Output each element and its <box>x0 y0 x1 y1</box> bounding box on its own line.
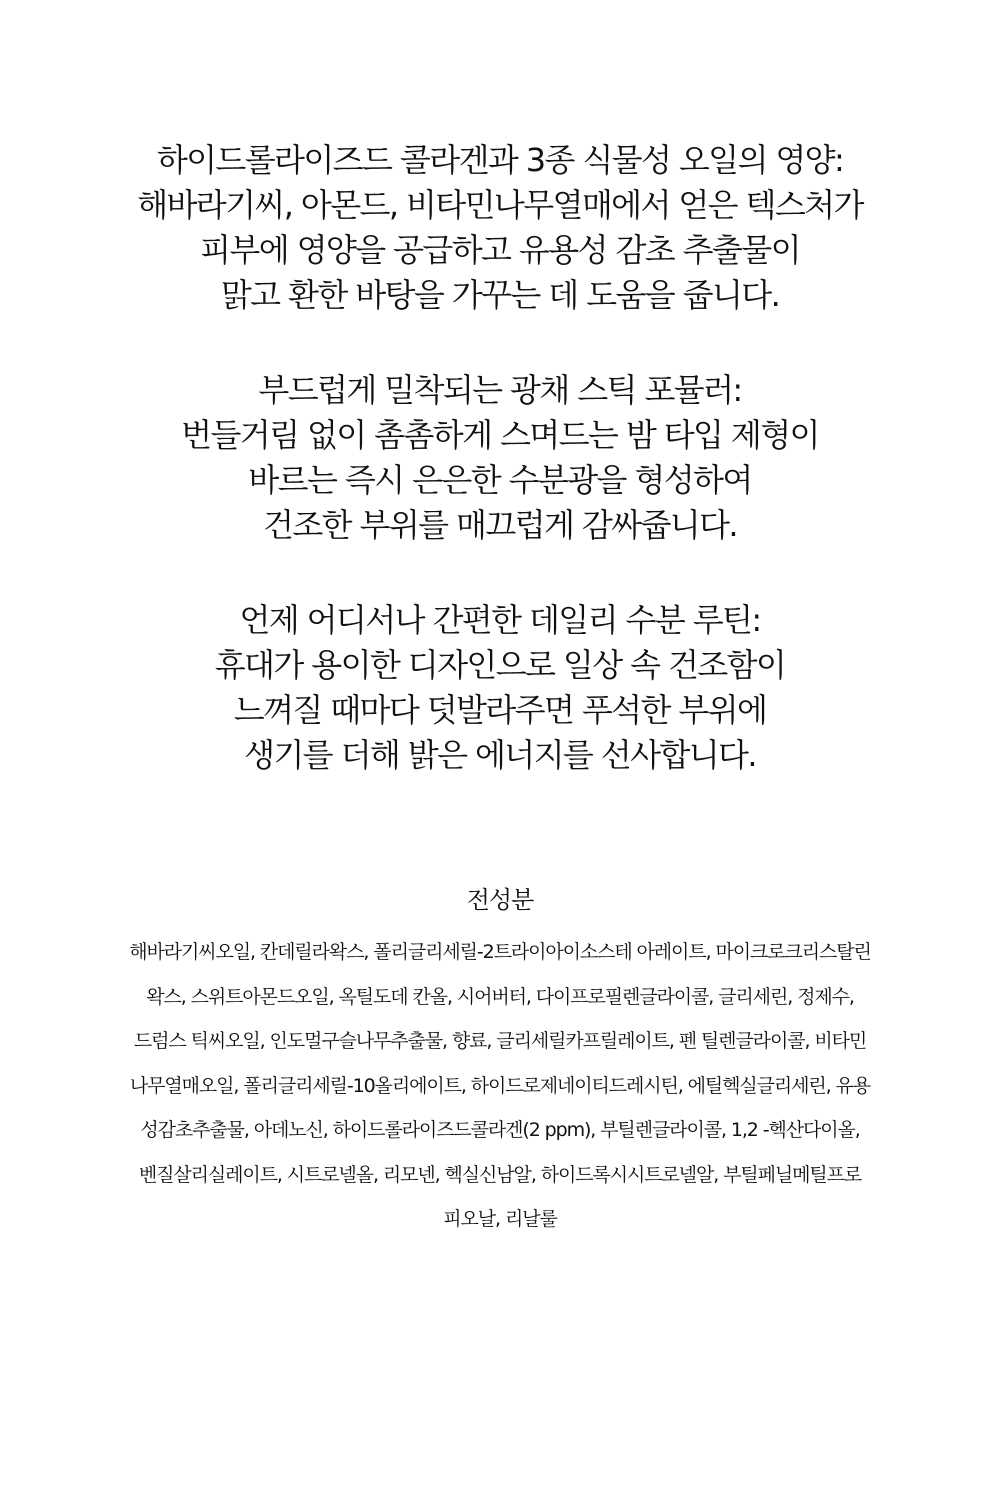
feature-block-daily-routine <box>0 598 1000 778</box>
ingredients-section <box>0 880 1000 1242</box>
ingredients-line: 피오날, 리날룰 <box>443 1208 557 1230</box>
feature-text-line: 피부에 영양을 공급하고 유용성 감초 추출물이 <box>200 231 800 269</box>
feature-heading: 언제 어디서나 간편한 데일리 수분 루틴: <box>239 601 761 639</box>
feature-text-line: 건조한 부위를 매끄럽게 감싸줍니다. <box>263 506 737 544</box>
feature-heading: 부드럽게 밀착되는 광채 스틱 포뮬러: <box>258 371 742 409</box>
ingredients-line: 드럼스 틱씨오일, 인도멀구슬나무추출물, 향료, 글리세릴카프릴레이트, 펜 틸렌글라이콜, 비타민 <box>133 1030 867 1052</box>
feature-text-line: 해바라기씨, 아몬드, 비타민나무열매에서 얻은 텍스처가 <box>137 186 863 224</box>
ingredients-title: 전성분 <box>466 886 534 914</box>
feature-text-line: 느껴질 때마다 덧발라주면 푸석한 부위에 <box>233 691 767 729</box>
feature-block-collagen-oil <box>0 138 1000 318</box>
feature-text-line: 휴대가 용이한 디자인으로 일상 속 건조함이 <box>214 646 786 684</box>
ingredients-line: 벤질살리실레이트, 시트로넬올, 리모넨, 헥실신남알, 하이드록시시트로넬알, 부틸페닐메틸프로 <box>138 1163 862 1186</box>
feature-text-line: 바르는 즉시 은은한 수분광을 형성하여 <box>248 461 752 499</box>
ingredients-line: 나무열매오일, 폴리글리세릴-10올리에이트, 하이드로제네이티드레시틴, 에틸헥실글리세린, 유용 <box>129 1074 871 1097</box>
feature-descriptions <box>0 138 1000 828</box>
ingredients-line: 왁스, 스위트아몬드오일, 옥틸도데 칸올, 시어버터, 다이프로필렌글라이콜, 글리세린, 정제수, <box>146 985 854 1008</box>
feature-block-glow-stick <box>0 368 1000 548</box>
ingredients-line: 해바라기씨오일, 칸데릴라왁스, 폴리글리세릴-2트라이아이소스테 아레이트, 마이크로크리스탈린 <box>129 941 871 963</box>
feature-text-line: 번들거림 없이 촘촘하게 스며드는 밤 타입 제형이 <box>181 416 819 454</box>
feature-text-line: 생기를 더해 밝은 에너지를 선사합니다. <box>244 736 756 774</box>
ingredients-line: 성감초추출물, 아데노신, 하이드롤라이즈드콜라겐(2 ppm), 부틸렌글라이콜, 1,2 -헥산다이올, <box>140 1119 860 1141</box>
feature-text-line: 맑고 환한 바탕을 가꾸는 데 도움을 줍니다. <box>220 276 780 314</box>
feature-heading: 하이드롤라이즈드 콜라겐과 3종 식물성 오일의 영양: <box>156 141 844 179</box>
